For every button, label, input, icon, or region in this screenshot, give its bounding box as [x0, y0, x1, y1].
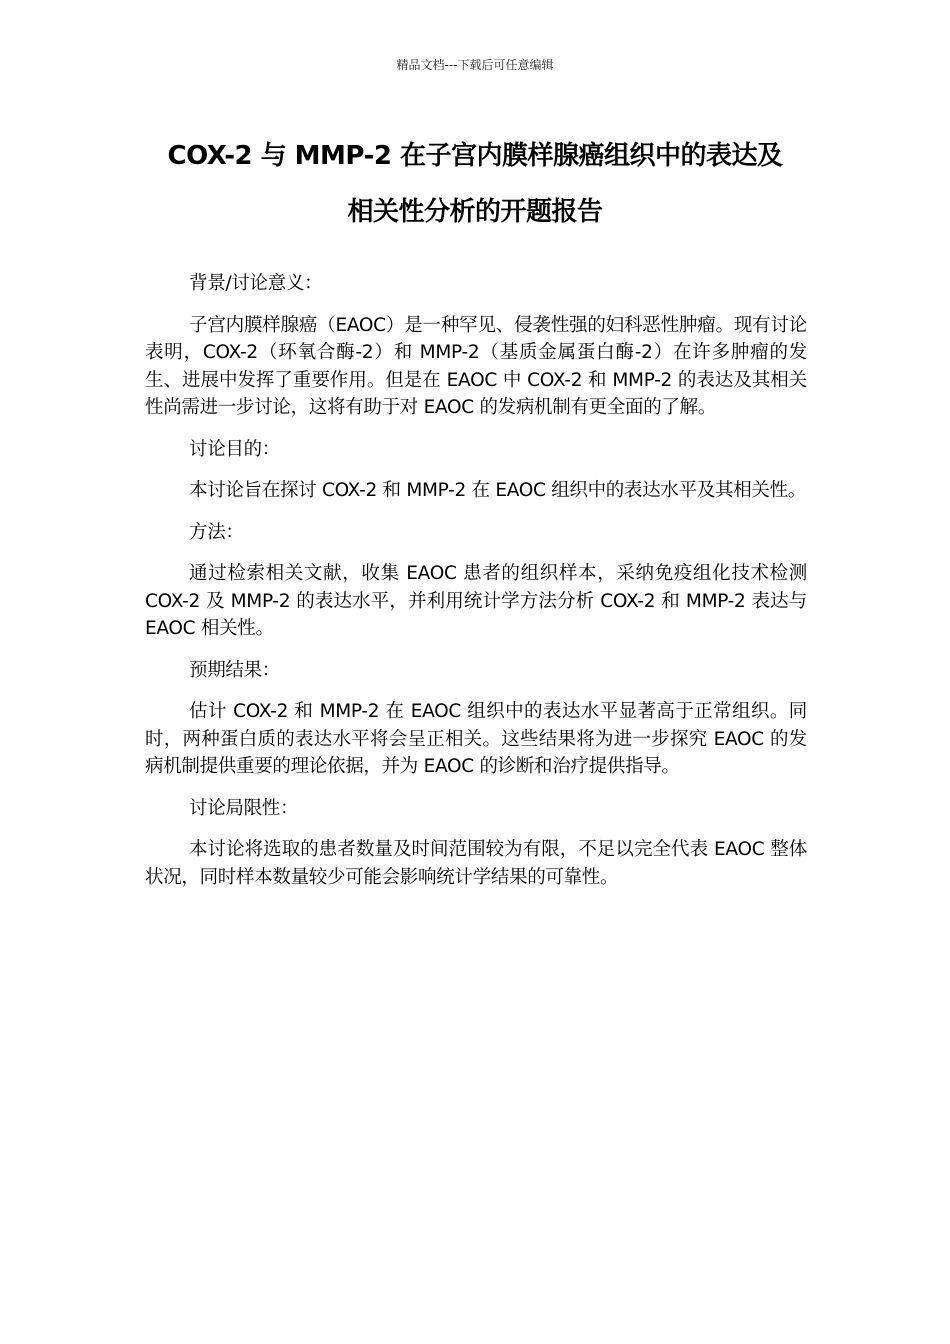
- document-body: [145, 270, 807, 905]
- section-content-expected-results: 估计 COX-2 和 MMP-2 在 EAOC 组织中的表达水平显著高于正常组织。同时，两种蛋白质的表达水平将会呈正相关。这些结果将为进一步探究 EAOC 的发病机制提供重要的理论依据，并为 EAOC 的诊断和治疗提供指导。: [145, 701, 807, 777]
- document-title: [140, 128, 810, 240]
- section-content-limitations: 本讨论将选取的患者数量及时间范围较为有限，不足以完全代表 EAOC 整体状况，同时样本数量较少可能会影响统计学结果的可靠性。: [145, 839, 807, 888]
- title-line-2: 相关性分析的开题报告: [347, 197, 603, 227]
- section-content-objective: 本讨论旨在探讨 COX-2 和 MMP-2 在 EAOC 组织中的表达水平及其相关性。: [189, 480, 806, 501]
- title-line-1: COX-2 与 MMP-2 在子宫内膜样腺癌组织中的表达及: [167, 141, 783, 171]
- section-content-methods: 通过检索相关文献，收集 EAOC 患者的组织样本，采纳免疫组化技术检测 COX-2 及 MMP-2 的表达水平，并利用统计学方法分析 COX-2 和 MMP-2 表达与 EAOC 相关性。: [145, 563, 807, 639]
- section-heading-limitations: 讨论局限性：: [189, 797, 299, 819]
- section-heading-objective: 讨论目的：: [189, 438, 281, 460]
- section-heading-expected-results: 预期结果：: [189, 659, 281, 681]
- section-heading-methods: 方法：: [189, 521, 244, 543]
- section-heading-background: 背景/讨论意义：: [189, 273, 323, 294]
- header-note: 精品文档---下载后可任意编辑: [396, 58, 554, 72]
- section-content-background: 子宫内膜样腺癌（EAOC）是一种罕见、侵袭性强的妇科恶性肿瘤。现有讨论表明，COX-2（环氧合酶-2）和 MMP-2（基质金属蛋白酶-2）在许多肿瘤的发生、进展中发挥了重要作用。但是在 EAOC 中 COX-2 和 MMP-2 的表达及其相关性尚需进一步讨论，这将有助于对 EAOC 的发病机制有更全面的了解。: [145, 314, 807, 418]
